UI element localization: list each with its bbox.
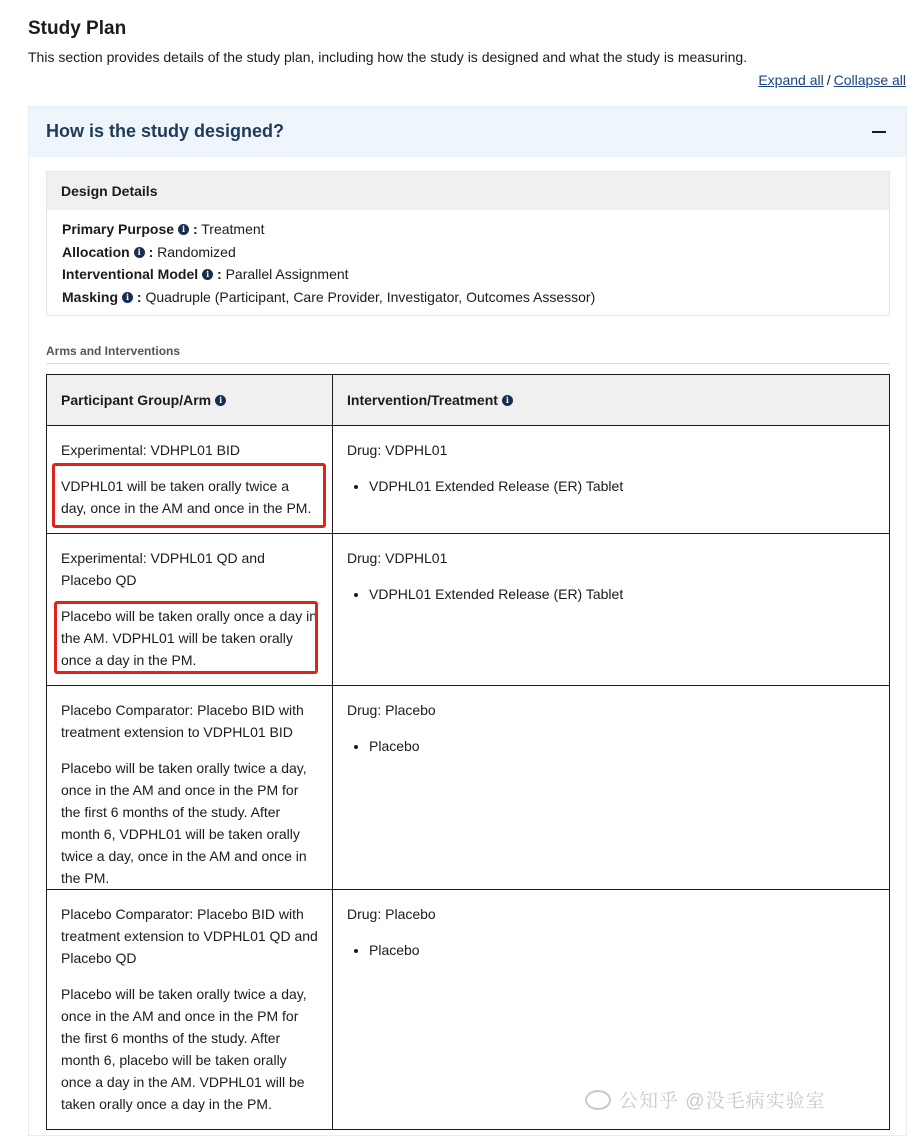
- watermark: [585, 1086, 826, 1113]
- arm-description: Placebo will be taken orally twice a day, once in the AM and once in the PM for the first 6 months of the study. After month 6, VDPHL01 will be taken orally twice a day, once in the AM and once in the PM.: [61, 760, 307, 886]
- accordion-header[interactable]: [29, 107, 906, 157]
- intervention-cell: [333, 534, 890, 686]
- arm-title: Experimental: VDHPL01 BID: [61, 442, 240, 458]
- arm-cell: [47, 534, 333, 686]
- arm-description: Placebo will be taken orally twice a day, once in the AM and once in the PM for the first 6 months of the study. After month 6, placebo will be taken orally once a day in the AM. VDPHL01 will be taken orally once a day in the PM.: [61, 986, 307, 1112]
- drug-name: Drug: VDPHL01: [347, 442, 448, 458]
- page-description: This section provides details of the study plan, including how the study is designed and what the study is measuring.: [28, 49, 748, 65]
- watermark-text: 公知乎 @没毛病实验室: [619, 1091, 826, 1112]
- design-value: Parallel Assignment: [225, 266, 349, 282]
- header-label: Intervention/Treatment: [347, 392, 498, 408]
- arm-title: Placebo Comparator: Placebo BID with treatment extension to VDPHL01 BID: [61, 702, 304, 740]
- arm-cell: [47, 686, 333, 890]
- table-header-row: [47, 375, 890, 426]
- design-sep: :: [192, 221, 198, 237]
- table-row: [47, 686, 890, 890]
- design-label: Allocation: [62, 243, 130, 260]
- list-item: • Placebo: [369, 735, 875, 757]
- arms-table: [46, 374, 890, 1130]
- drug-list: [347, 735, 875, 757]
- collapse-all-link[interactable]: Collapse all: [833, 72, 906, 88]
- list-item: • Placebo: [369, 939, 875, 961]
- design-sep: :: [136, 288, 142, 305]
- header-label: Participant Group/Arm: [61, 392, 212, 408]
- wechat-logo-icon: [585, 1090, 611, 1110]
- arms-interventions-label: Arms and Interventions: [46, 344, 890, 364]
- list-item: • VDPHL01 Extended Release (ER) Tablet: [369, 475, 875, 497]
- arm-title: Placebo Comparator: Placebo BID with treatment extension to VDPHL01 QD and Placebo QD: [61, 906, 318, 966]
- info-icon[interactable]: i: [122, 292, 133, 303]
- info-icon[interactable]: i: [215, 395, 226, 406]
- info-icon[interactable]: i: [134, 247, 145, 258]
- info-icon[interactable]: i: [178, 224, 189, 235]
- drug-list: [347, 583, 875, 605]
- design-row-allocation: [62, 241, 889, 264]
- design-label: Interventional Model: [62, 266, 199, 282]
- header-intervention: [333, 375, 890, 426]
- arm-description: Placebo will be taken orally once a day in the AM. VDPHL01 will be taken orally once a day in the PM.: [61, 608, 318, 668]
- expand-collapse-links: [758, 72, 906, 88]
- design-label: Primary Purpose: [62, 221, 175, 237]
- design-row-masking: [62, 286, 889, 309]
- design-details-list: [47, 210, 889, 308]
- intervention-cell: [333, 426, 890, 534]
- design-value: Treatment: [201, 221, 265, 237]
- study-design-accordion: [28, 106, 907, 1136]
- design-sep: :: [217, 266, 222, 282]
- arm-cell: [47, 426, 333, 534]
- drug-name: Drug: VDPHL01: [347, 550, 448, 566]
- design-value: Quadruple (Participant, Care Provider, Investigator, Outcomes Assessor): [145, 288, 596, 305]
- collapse-minus-icon[interactable]: [872, 131, 886, 133]
- page-title: Study Plan: [28, 18, 127, 39]
- table-row: [47, 426, 890, 534]
- arm-title: Experimental: VDPHL01 QD and Placebo QD: [61, 550, 265, 588]
- design-row-primary-purpose: [62, 218, 889, 241]
- design-details-heading: Design Details: [47, 172, 889, 210]
- info-icon[interactable]: i: [502, 395, 513, 406]
- design-value: Randomized: [157, 243, 236, 260]
- design-row-interventional-model: [62, 263, 889, 286]
- accordion-title: How is the study designed?: [46, 121, 285, 141]
- header-participant-group: [47, 375, 333, 426]
- expand-all-link[interactable]: Expand all: [758, 72, 824, 88]
- intervention-cell: [333, 686, 890, 890]
- drug-list: [347, 939, 875, 961]
- design-label: Masking: [62, 288, 119, 305]
- arm-description: VDPHL01 will be taken orally twice a day, once in the AM and once in the PM.: [61, 478, 312, 516]
- design-sep: :: [148, 243, 154, 260]
- arm-cell: [47, 890, 333, 1130]
- drug-name: Drug: Placebo: [347, 702, 436, 718]
- drug-list: [347, 475, 875, 497]
- link-separator: /: [826, 72, 831, 88]
- table-row: [47, 534, 890, 686]
- list-item: • VDPHL01 Extended Release (ER) Tablet: [369, 583, 875, 605]
- design-details-box: [46, 171, 890, 316]
- info-icon[interactable]: i: [202, 269, 213, 280]
- drug-name: Drug: Placebo: [347, 906, 436, 922]
